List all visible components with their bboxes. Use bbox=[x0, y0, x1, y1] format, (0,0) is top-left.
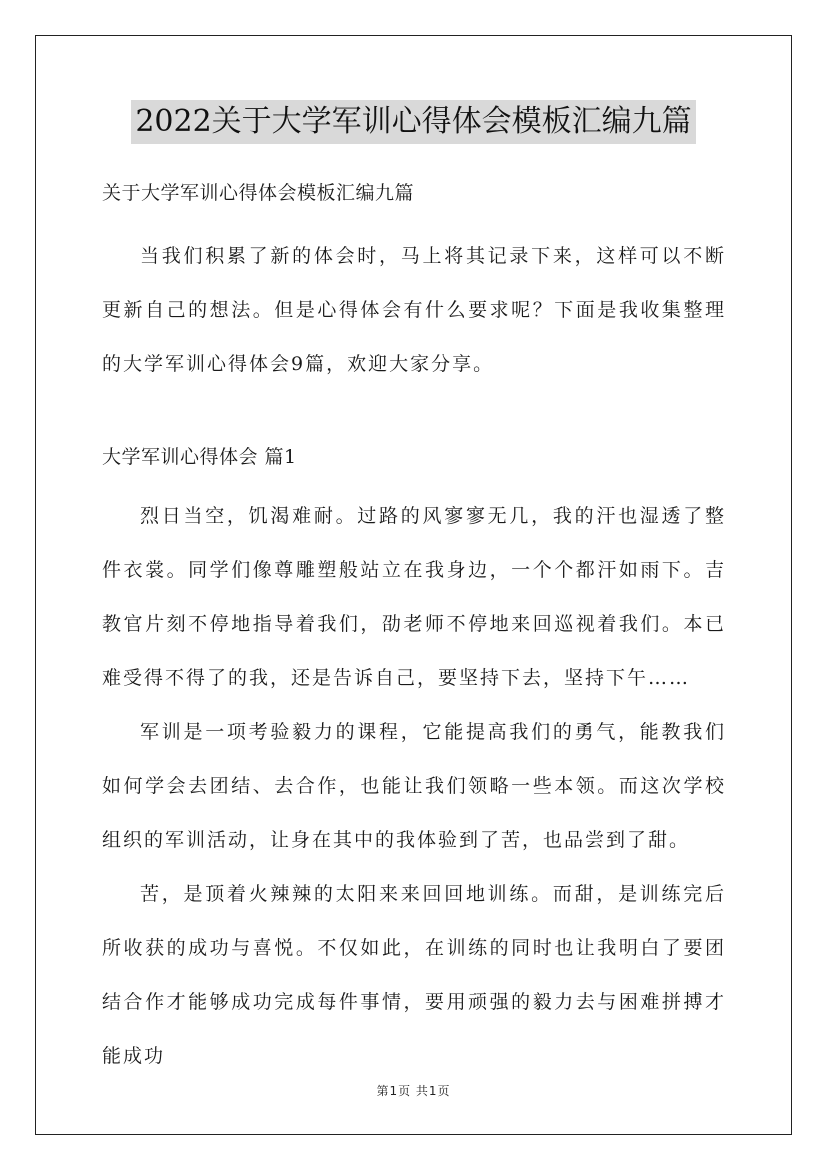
title-wrap bbox=[0, 100, 827, 144]
body-paragraph-2: 军训是一项考验毅力的课程，它能提高我们的勇气，能教我们如何学会去团结、去合作，也能让我们领略一些本领。而这次学校组织的军训活动，让身在其中的我体验到了苦，也品尝到了甜。 bbox=[102, 721, 726, 851]
document-subtitle: 关于大学军训心得体会模板汇编九篇 bbox=[102, 182, 415, 204]
document-body bbox=[102, 175, 726, 1083]
body-paragraph-1: 烈日当空，饥渴难耐。过路的风寥寥无几，我的汗也湿透了整件衣裳。同学们像尊雕塑般站立在我身边，一个个都汗如雨下。吉教官片刻不停地指导着我们，劭老师不停地来回巡视着我们。本已难受得不得了的我，还是告诉自己，要坚持下去，坚持下午…… bbox=[102, 505, 726, 689]
page-footer: 第1页 共1页 bbox=[376, 1084, 451, 1098]
intro-paragraph: 当我们积累了新的体会时，马上将其记录下来，这样可以不断更新自己的想法。但是心得体会有什么要求呢？下面是我收集整理的大学军训心得体会9篇，欢迎大家分享。 bbox=[102, 245, 726, 375]
document-title: 2022关于大学军训心得体会模板汇编九篇 bbox=[131, 100, 695, 144]
section-heading: 大学军训心得体会 篇1 bbox=[102, 446, 297, 468]
body-paragraph-3: 苦，是顶着火辣辣的太阳来来回回地训练。而甜，是训练完后所收获的成功与喜悦。不仅如此，在训练的同时也让我明白了要团结合作才能够成功完成每件事情，要用顽强的毅力去与困难拼搏才能成功 bbox=[102, 883, 726, 1067]
